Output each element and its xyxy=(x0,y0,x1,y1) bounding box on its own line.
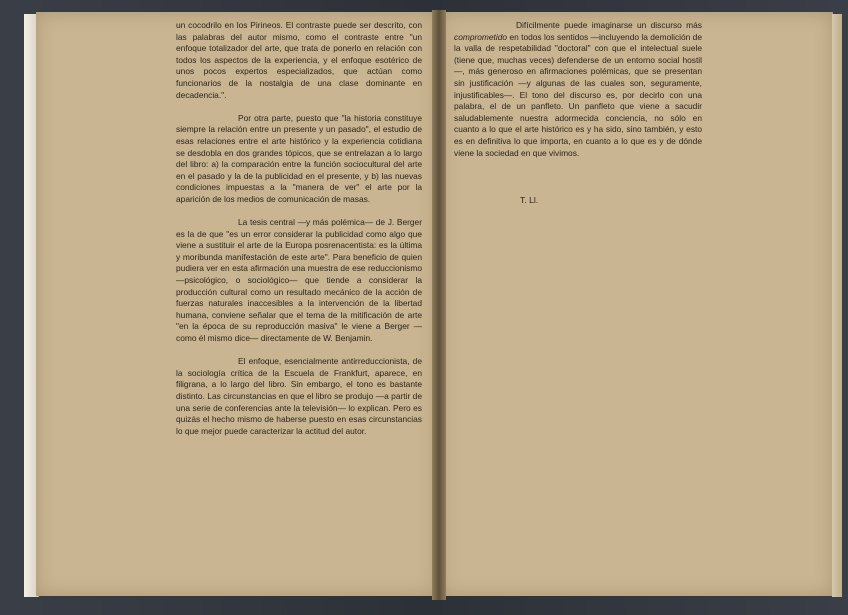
book-gutter xyxy=(432,10,446,600)
emphasis-word: comprometido xyxy=(454,31,508,42)
paragraph: La tesis central —y más polémica— de J. Berger es la de que "es un error considerar la publicidad como algo que viene a sustituir el arte de la Europa posrenacentista: es la última y moribunda manifestación de este arte". Para beneficio de quien pudiera ver en esta afirmación una muestra de ese reduccionismo —psicológico, o sociológico— que tiende a considerar la producción cultural como un resultado mecánico de la acción de fuerzas naturales inaccesibles a la intervención de la libertad humana, conviene señalar que el tema de la mitificación de arte "en la época de su reproducción masiva" le viene a Berger —como él mismo dice— directamente de W. Benjamin. xyxy=(176,217,422,344)
author-signature: T. Ll. xyxy=(520,195,539,205)
paragraph: un cocodrilo en los Pirineos. El contraste puede ser descrito, con las palabras del autor mismo, como el contraste entre "un enfoque totalizador del arte, que trata de ponerlo en relación con todos los aspectos de la experiencia, y el enfoque esotérico de unos pocos expertos especializados, que actúan como funcionarios de la nostalgia de una clase dominante en decadencia.". xyxy=(176,20,422,100)
paragraph: Por otra parte, puesto que "la historia constituye siempre la relación entre un presente y un pasado", el estudio de esas relaciones entre el arte histórico y la experiencia cotidiana se desdobla en dos grandes tópicos, que se entrelazan a lo largo del libro: a) la comparación entre la función sociocultural del arte en el pasado y la de la publicidad en el presente, y b) las nuevas condiciones impuestas a la "manera de ver" el arte por la aparición de los medios de comunicación de masas. xyxy=(176,112,422,204)
paragraph: El enfoque, esencialmente antirreduccionista, de la sociología crítica de la Escuela de Frankfurt, aparece, en filigrana, a lo largo del libro. Sin embargo, el tono es bastante distinto. Las circunstancias en que el libro se produjo —a partir de una serie de conferencias ante la televisión— lo explican. Pero es quizás el hecho mismo de haberse puesto en esas circunstancias lo que mejor puede caracterizar la actitud del autor. xyxy=(176,356,422,436)
paragraph-rest: en todos los sentidos —incluyendo la demolición de la valla de respetabilidad "doctoral" con que el intelectual suele (tiene que, muchas veces) defenderse de un entorno social hostil—, más generoso en afirmaciones polémicas, que se presentan sin justificación —y algunas de las cuales son, seguramente, injustificables—. El tono del discurso es, por decirlo con una palabra, el de un panfleto. Un panfleto que viene a sacudir saludablemente nuestra adormecida conciencia, no sólo en cuanto a lo que el arte histórico es y ha sido, sino también, y esto es en definitiva lo que importa, en cuanto a lo que es y de dónde viene la sociedad en que vivimos. xyxy=(454,31,702,158)
paragraph xyxy=(454,20,702,159)
right-page-text xyxy=(454,20,702,159)
left-page-text xyxy=(176,20,422,437)
right-page-edge xyxy=(832,14,842,597)
paragraph-start: Difícilmente puede imaginarse un discurso más xyxy=(516,20,702,30)
